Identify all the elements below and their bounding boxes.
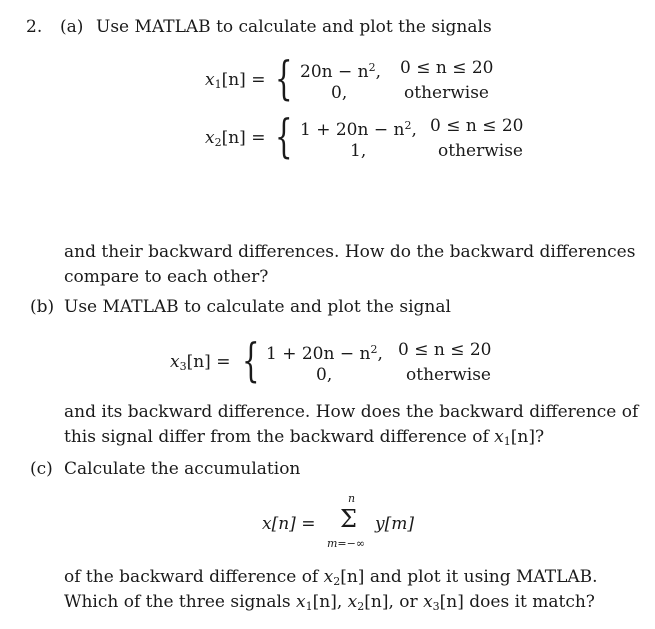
x3-case1-cond: 0 ≤ n ≤ 20 [398,340,492,360]
accumulation-lower-limit: m=−∞ [327,537,366,550]
problem-number: 2. [26,17,43,37]
x1-case2-expr: 0, [331,83,348,103]
part-b-intro: Use MATLAB to calculate and plot the signal [64,297,451,317]
x2-lhs: $x_2[n]$ = [205,128,266,149]
x3-lhs: $x_3[n]$ = [170,352,231,373]
part-a-label: (a) [60,17,84,37]
x1-case2-cond: otherwise [404,83,489,103]
x3-brace: { [242,333,260,387]
x3-case1-expr: $1 + 20n - n^2$, [266,343,383,364]
part-a-text-line2: compare to each other? [64,267,269,287]
part-b-text-line1: and its backward difference. How does the backward difference of [64,402,639,422]
x2-brace: { [275,109,293,163]
part-b-label: (b) [30,297,55,317]
x1-lhs: $x_1[n]$ = [205,70,266,91]
part-b-text-line2: this signal differ from the backward difference of $x_1[n]$? [64,427,545,448]
x2-case2-expr: 1, [350,141,367,161]
x1-case1-cond: 0 ≤ n ≤ 20 [400,58,494,78]
accumulation-sigma: Σ [340,505,357,533]
part-a-intro: Use MATLAB to calculate and plot the signals [96,17,492,37]
part-c-intro: Calculate the accumulation [64,459,301,479]
x2-case2-cond: otherwise [438,141,523,161]
x2-case1-cond: 0 ≤ n ≤ 20 [430,116,524,136]
part-c-text-line2: Which of the three signals $x_1[n]$, $x_2[n]$, or $x_3[n]$ does it match? [64,592,595,613]
x2-case1-expr: $1 + 20n - n^2$, [300,119,417,140]
part-a-text-line1: and their backward differences. How do the backward differences [64,242,636,262]
x3-case2-expr: 0, [316,365,333,385]
accumulation-upper-limit: n [348,492,356,505]
part-c-text-line1: of the backward difference of $x_2[n]$ and plot it using MATLAB. [64,567,598,588]
x3-case2-cond: otherwise [406,365,491,385]
x1-brace: { [275,51,293,105]
accumulation-lhs: x[n] = [262,514,316,534]
x1-case1-expr: $20n - n^2$, [300,61,381,82]
accumulation-rhs: y[m] [375,514,414,534]
part-c-label: (c) [30,459,53,479]
